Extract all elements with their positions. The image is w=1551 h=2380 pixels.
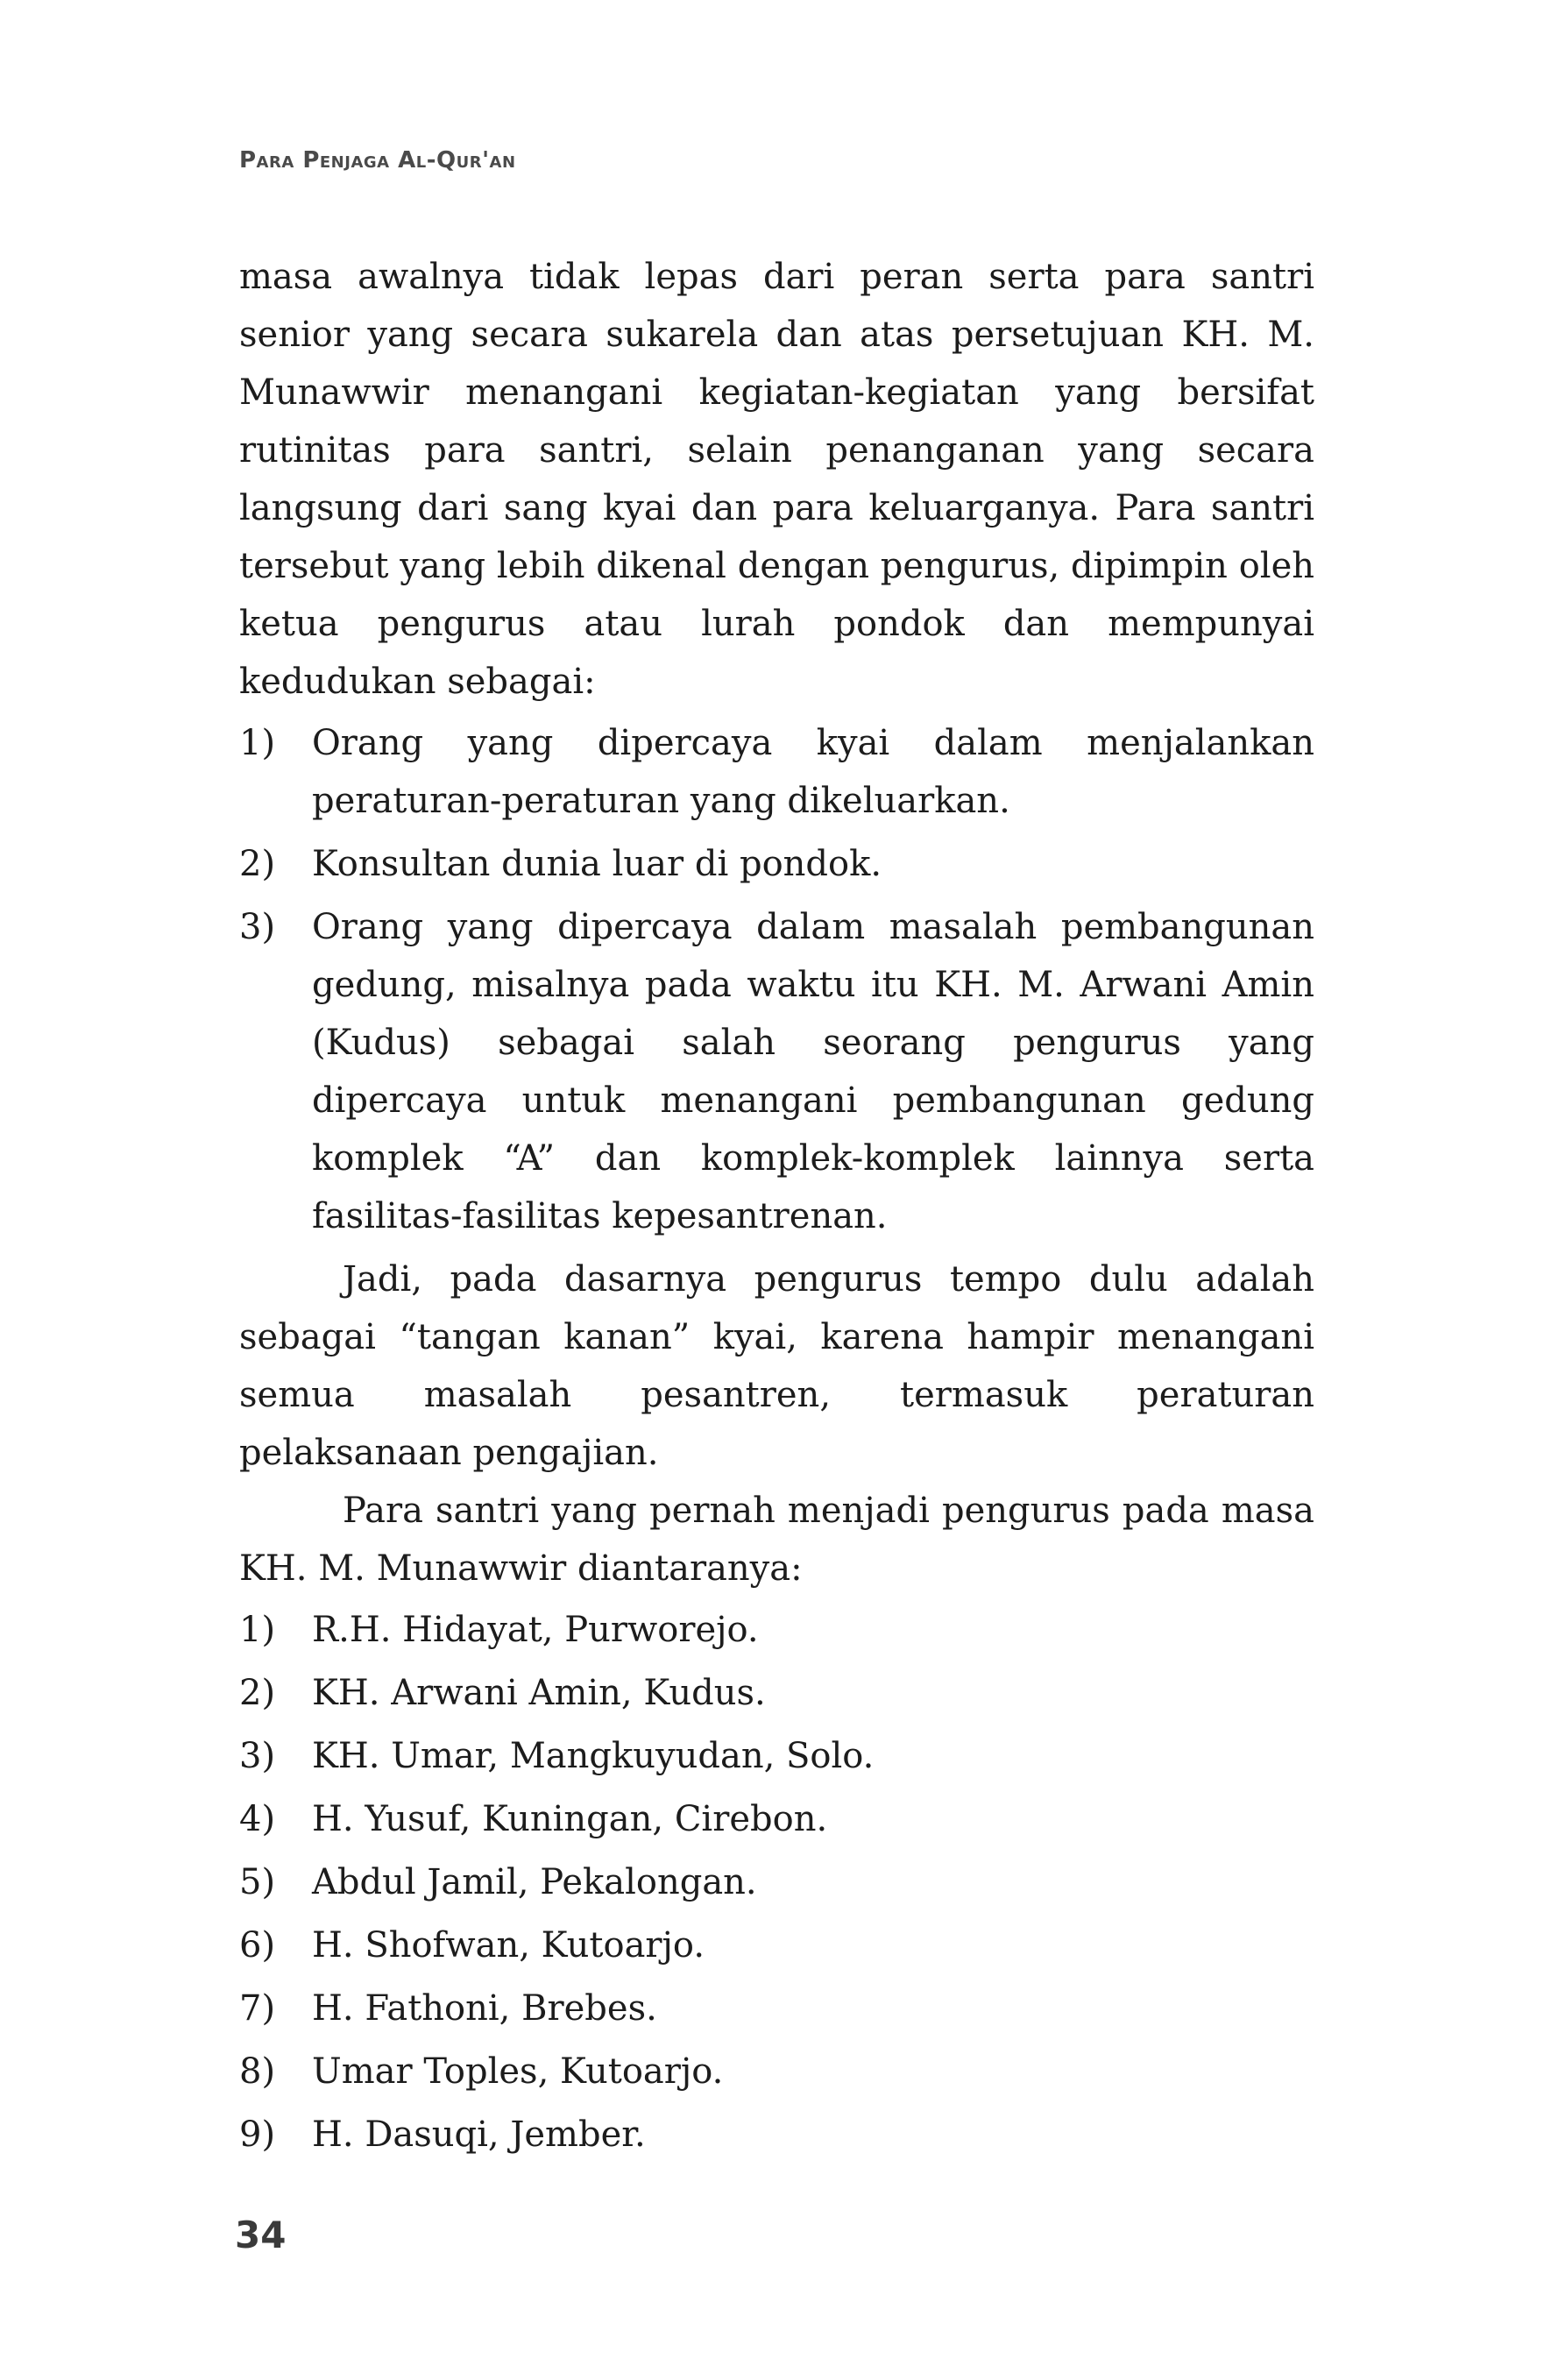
list-number: 1) (239, 1610, 276, 1650)
paragraph: Jadi, pada dasarnya pengurus tempo dulu adalah sebagai “tangan kanan” kyai, karena hampir menangani semua masalah pesantren, termasuk peraturan pelaksanaan pengajian. (239, 1259, 1314, 1473)
list-number: 4) (239, 1799, 276, 1839)
list-item (239, 2043, 1314, 2100)
page-number: 34 (235, 2214, 287, 2256)
running-head: Para Penjaga Al-Qur'an (239, 147, 516, 174)
list-number: 7) (239, 1988, 276, 2029)
list-number: 3) (239, 907, 276, 947)
list-item-text: H. Yusuf, Kuningan, Cirebon. (312, 1799, 828, 1839)
list-item (239, 1727, 1314, 1785)
list-item-text: R.H. Hidayat, Purworejo. (312, 1610, 759, 1650)
list-number: 2) (239, 844, 276, 884)
list-item (239, 1601, 1314, 1659)
list-item-text: H. Fathoni, Brebes. (312, 1988, 657, 2029)
list-item-text: Umar Toples, Kutoarjo. (312, 2051, 724, 2092)
list-number: 9) (239, 2114, 276, 2155)
list-number: 2) (239, 1673, 276, 1713)
list-number: 5) (239, 1862, 276, 1902)
list-item (239, 1980, 1314, 2037)
list-item-text: Konsultan dunia luar di pondok. (312, 844, 882, 884)
names-list (239, 1601, 1314, 2164)
roles-list (239, 714, 1314, 1245)
list-item (239, 835, 1314, 893)
list-number: 3) (239, 1736, 276, 1776)
list-item (239, 714, 1314, 830)
list-item (239, 1853, 1314, 1911)
list-item-text: KH. Umar, Mangkuyudan, Solo. (312, 1736, 875, 1776)
list-item-text: H. Dasuqi, Jember. (312, 2114, 646, 2155)
list-item-text: Abdul Jamil, Pekalongan. (312, 1862, 757, 1902)
list-item (239, 1916, 1314, 1974)
list-number: 1) (239, 723, 276, 763)
page-body (239, 248, 1314, 2169)
list-item-text: Orang yang dipercaya kyai dalam menjalankan peraturan-peraturan yang dikeluarkan. (312, 723, 1314, 821)
list-item (239, 1790, 1314, 1848)
list-item-text: Orang yang dipercaya dalam masalah pembangunan gedung, misalnya pada waktu itu KH. M. Arwani Amin (Kudus) sebagai salah seorang pengurus yang dipercaya untuk menangani pembangunan gedung komplek “A” dan komplek-komplek lainnya serta fasilitas-fasilitas kepesantrenan. (312, 907, 1314, 1236)
list-item (239, 2106, 1314, 2164)
paragraph: masa awalnya tidak lepas dari peran serta para santri senior yang secara sukarela dan atas persetujuan KH. M. Munawwir menangani kegiatan-kegiatan yang bersifat rutinitas para santri, selain penanganan yang secara langsung dari sang kyai dan para keluarganya. Para santri tersebut yang lebih dikenal dengan pengurus, dipimpin oleh ketua pengurus atau lurah pondok dan mempunyai kedudukan sebagai: (239, 257, 1314, 702)
list-number: 8) (239, 2051, 276, 2092)
list-item (239, 1664, 1314, 1722)
paragraph: Para santri yang pernah menjadi pengurus pada masa KH. M. Munawwir diantaranya: (239, 1491, 1314, 1589)
list-item-text: H. Shofwan, Kutoarjo. (312, 1925, 705, 1966)
list-item-text: KH. Arwani Amin, Kudus. (312, 1673, 766, 1713)
list-number: 6) (239, 1925, 276, 1966)
list-item (239, 898, 1314, 1245)
